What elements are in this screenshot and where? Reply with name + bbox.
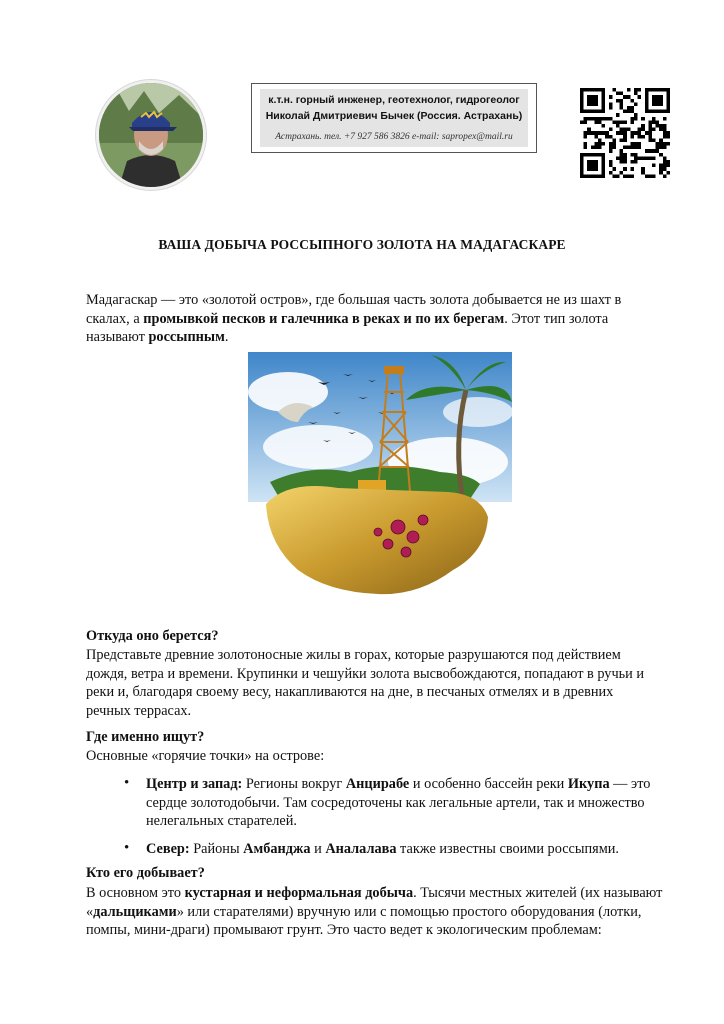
section-text-who	[86, 884, 676, 940]
page-title: ВАША ДОБЫЧА РОССЫПНОГО ЗОЛОТА НА МАДАГАСКАРЕ	[158, 237, 566, 252]
section-heading-where: Где именно ищут?	[86, 729, 205, 745]
intro-text-3: .	[224, 329, 229, 345]
bullet-glyph: •	[124, 775, 130, 791]
author-card-background	[260, 89, 528, 147]
author-portrait-image	[99, 83, 203, 187]
author-name: Николай Дмитриевич Бычек (Россия. Астрахань)	[265, 110, 523, 122]
bullet2-text-3: также известны своими россыпями.	[396, 841, 619, 857]
who-bold-1: кустарная и неформальная добыча	[184, 885, 414, 901]
section-text-where: Основные «горячие точки» на острове:	[86, 748, 325, 764]
bullet1-text-1: Регионы вокруг	[242, 776, 346, 792]
who-bold-2: дальщиками	[93, 903, 177, 920]
author-card	[251, 83, 537, 153]
bullet1-bold-3: Икупа	[567, 776, 610, 792]
list-item-center-west	[124, 775, 666, 831]
intro-paragraph	[86, 291, 646, 347]
who-text-1: В основном это	[86, 885, 185, 901]
section-text-origin: Представьте древние золотоносные жилы в горах, которые разрушаются под действием дождя, ветра и времени. Крупинки и чешуйки золота высвобождаются, попадают в ручьи и реки и, благодаря своему весу, накапливаются на дне, в песчаных отмелях и в древних речных террасах.	[86, 647, 645, 719]
bullet2-bold-3: Аналалава	[325, 841, 397, 857]
who-text-2: . Тысячи местных жителей (их называют «	[86, 885, 663, 920]
bullet-glyph: •	[124, 840, 130, 856]
who-text-3: » или старателями) вручную или с помощью простого оборудования (лотки, помпы, мини-драги) промывают грунт. Это часто ведет к экологическим проблемам:	[86, 903, 642, 938]
bullet1-text-2: и особенно бассейн реки	[409, 776, 568, 792]
list-item-north	[124, 840, 666, 859]
author-credentials: к.т.н. горный инженер, геотехнолог, гидрогеолог	[268, 94, 520, 106]
qr-code	[580, 88, 670, 178]
bullet1-bold-1: Центр и запад:	[146, 776, 243, 792]
intro-bold-2: россыпным	[148, 329, 225, 345]
section-heading-origin: Откуда оно берется?	[86, 628, 219, 644]
author-photo	[96, 80, 206, 190]
section-heading-who: Кто его добывает?	[86, 865, 205, 881]
qr-code-image	[580, 88, 670, 178]
bullet2-bold-1: Север:	[146, 841, 190, 857]
bullet1-text-3: — это сердце золотодобычи. Там сосредоточены как легальные артели, так и множество нелегальных старателей.	[146, 776, 651, 829]
bullet1-bold-2: Анцирабе	[345, 776, 410, 792]
author-contacts: Астрахань. тел. +7 927 586 3826 e-mail: sapropex@mail.ru	[275, 132, 513, 142]
gold-rock-drill-rig-image	[248, 352, 512, 604]
bullet2-text-1: Районы	[189, 841, 244, 857]
hero-illustration	[248, 352, 512, 604]
intro-bold-1: промывкой песков и галечника в реках и по их берегам	[143, 310, 505, 327]
intro-text-2: . Этот тип золота называют	[86, 310, 609, 345]
intro-text-1: Мадагаскар — это «золотой остров», где большая часть золота добывается не из шахт в скалах, а	[86, 292, 622, 327]
bullet2-text-2: и	[310, 841, 326, 857]
bullet2-bold-2: Амбанджа	[243, 841, 311, 857]
